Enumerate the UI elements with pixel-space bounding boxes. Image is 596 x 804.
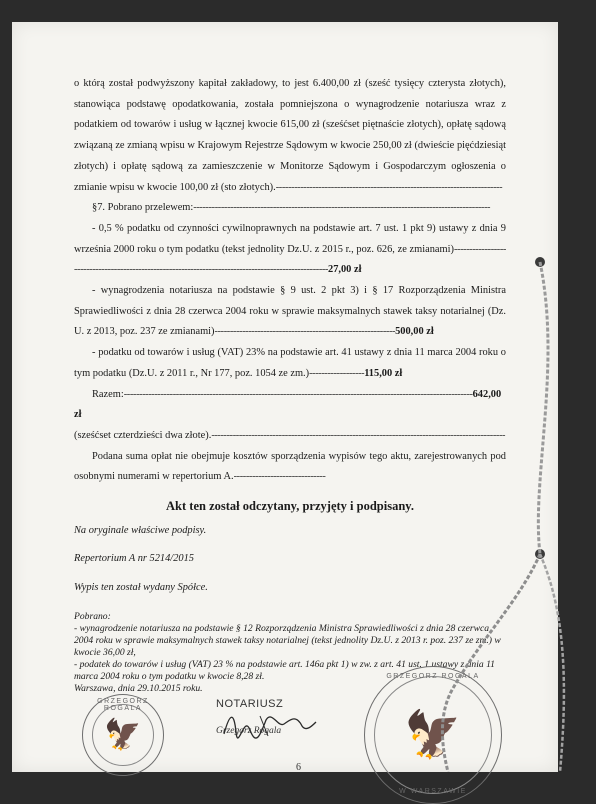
seal-right-bottom-text: W WARSZAWIE: [399, 788, 467, 795]
notary-title: NOTARIUSZ: [216, 698, 284, 710]
repertorium-number: Repertorium A nr 5214/2015: [74, 553, 194, 565]
pobrano-line-vat: - podatek do towarów i usług (VAT) 23 % na podstawie art. 146a pkt 1) w zw. z art. 41 ust. 1 ustawy z dnia 11 marca 2004 roku o tym podatku w kwocie 8,28 zł.: [74, 658, 495, 682]
place-and-date: Warszawa, dnia 29.10.2015 roku.: [74, 682, 203, 694]
pobrano-heading: Pobrano:: [74, 610, 111, 622]
fee-total-amount: 642,00 zł: [74, 388, 502, 421]
pobrano-line-notary-fee: - wynagrodzenie notariusza na podstawie § 12 Rozporządzenia Ministra Sprawiedliwości z dnia 28 czerwca 2004 roku w sprawie maksymalnych stawek taksy notarialnej (tekst jednolity Dz.U. z 2013 r. poz. 237 ze zm.) w kwocie 36,00 zł,: [74, 622, 501, 658]
fee-total: Razem:------------------------------------------------------------------------------------------------------------------642,00 zł: [74, 388, 502, 421]
eagle-emblem-icon: 🦅: [104, 718, 142, 752]
seal-right-text: GRZEGORZ ROGALA: [386, 673, 480, 680]
seal-left-text: GRZEGORZ ROGALA: [97, 698, 149, 712]
paragraph-copies: Podana suma opłat nie obejmuje kosztów sporządzenia wypisów tego aktu, zarejestrowanych pod osobnymi numerami w repertorium A.------------------------------: [74, 450, 506, 483]
original-signatures-note: Na oryginale właściwe podpisy.: [74, 524, 207, 536]
copy-issued-note: Wypis ten został wydany Spółce.: [74, 582, 208, 594]
fee-item-notary: - wynagrodzenia notariusza na podstawie § 9 ust. 2 pkt 3) i § 17 Rozporządzenia Ministra Sprawiedliwości z dnia 28 czerwca 2004 roku w sprawie maksymalnych stawek taksy notarialnej (Dz. U. z 2013, poz. 237 ze zmianami)-----------------------------------------------------------500,00 zł: [74, 285, 506, 338]
paragraph-capital: o którą został podwyższony kapitał zakładowy, to jest 6.400,00 zł (sześć tysięcy czterysta złotych), stanowiąca podstawę opodatkowania, została pomniejszona o wynagrodzenie notariusza wraz z podatkiem od towarów i usług w łącznej kwocie 615,00 zł (sześćset piętnaście złotych), opłatę sądową związaną ze zmianą wpisu w Krajowym Rejestrze Sądowym w kwocie 250,00 zł (dwieście pięćdziesiąt złotych) i opłatę sądową za zamieszczenie w Monitorze Sądowym i Gospodarczym ogłoszenia o zmianie wpisu w kwocie 100,00 zł (sto złotych).--------------------------------------------------------------------------: [74, 78, 506, 193]
paragraph-section-7: §7. Pobrano przelewem:-------------------------------------------------------------------------------------------------: [92, 202, 491, 214]
fee-amount-pcc: 27,00 zł: [328, 264, 362, 276]
page-number: 6: [296, 762, 301, 773]
handwritten-signature: [220, 706, 320, 742]
fee-item-pcc: - 0,5 % podatku od czynności cywilnoprawnych na podstawie art. 7 ust. 1 pkt 9) ustawy z dnia 9 września 2000 roku o tym podatku (tekst jednolity Dz.U. z 2015 r., poz. 626, ze zmianami)----------------------------------------------------------------------------------------------------27,00 zł: [74, 222, 506, 276]
fee-amount-vat: 115,00 zł: [364, 367, 403, 379]
fee-item-vat: - podatku od towarów i usług (VAT) 23% na podstawie art. 41 ustawy z dnia 11 marca 2004 roku o tym podatku (Dz.U. z 2011 r., Nr 177, poz. 1054 ze zm.)------------------115,00 zł: [74, 347, 506, 379]
eagle-emblem-icon: 🦅: [404, 709, 462, 760]
fee-total-words: (sześćset czterdzieści dwa złote).------------------------------------------------------------------------------------------------: [74, 429, 506, 441]
notary-name: Grzegorz Rogala: [216, 726, 282, 736]
fee-amount-notary: 500,00 zł: [395, 326, 434, 338]
document-body: [74, 74, 506, 695]
notary-seal-right: [364, 666, 502, 804]
closing-title: Akt ten został odczytany, przyjęty i podpisany.: [166, 499, 414, 514]
notary-seal-left: [82, 694, 164, 776]
